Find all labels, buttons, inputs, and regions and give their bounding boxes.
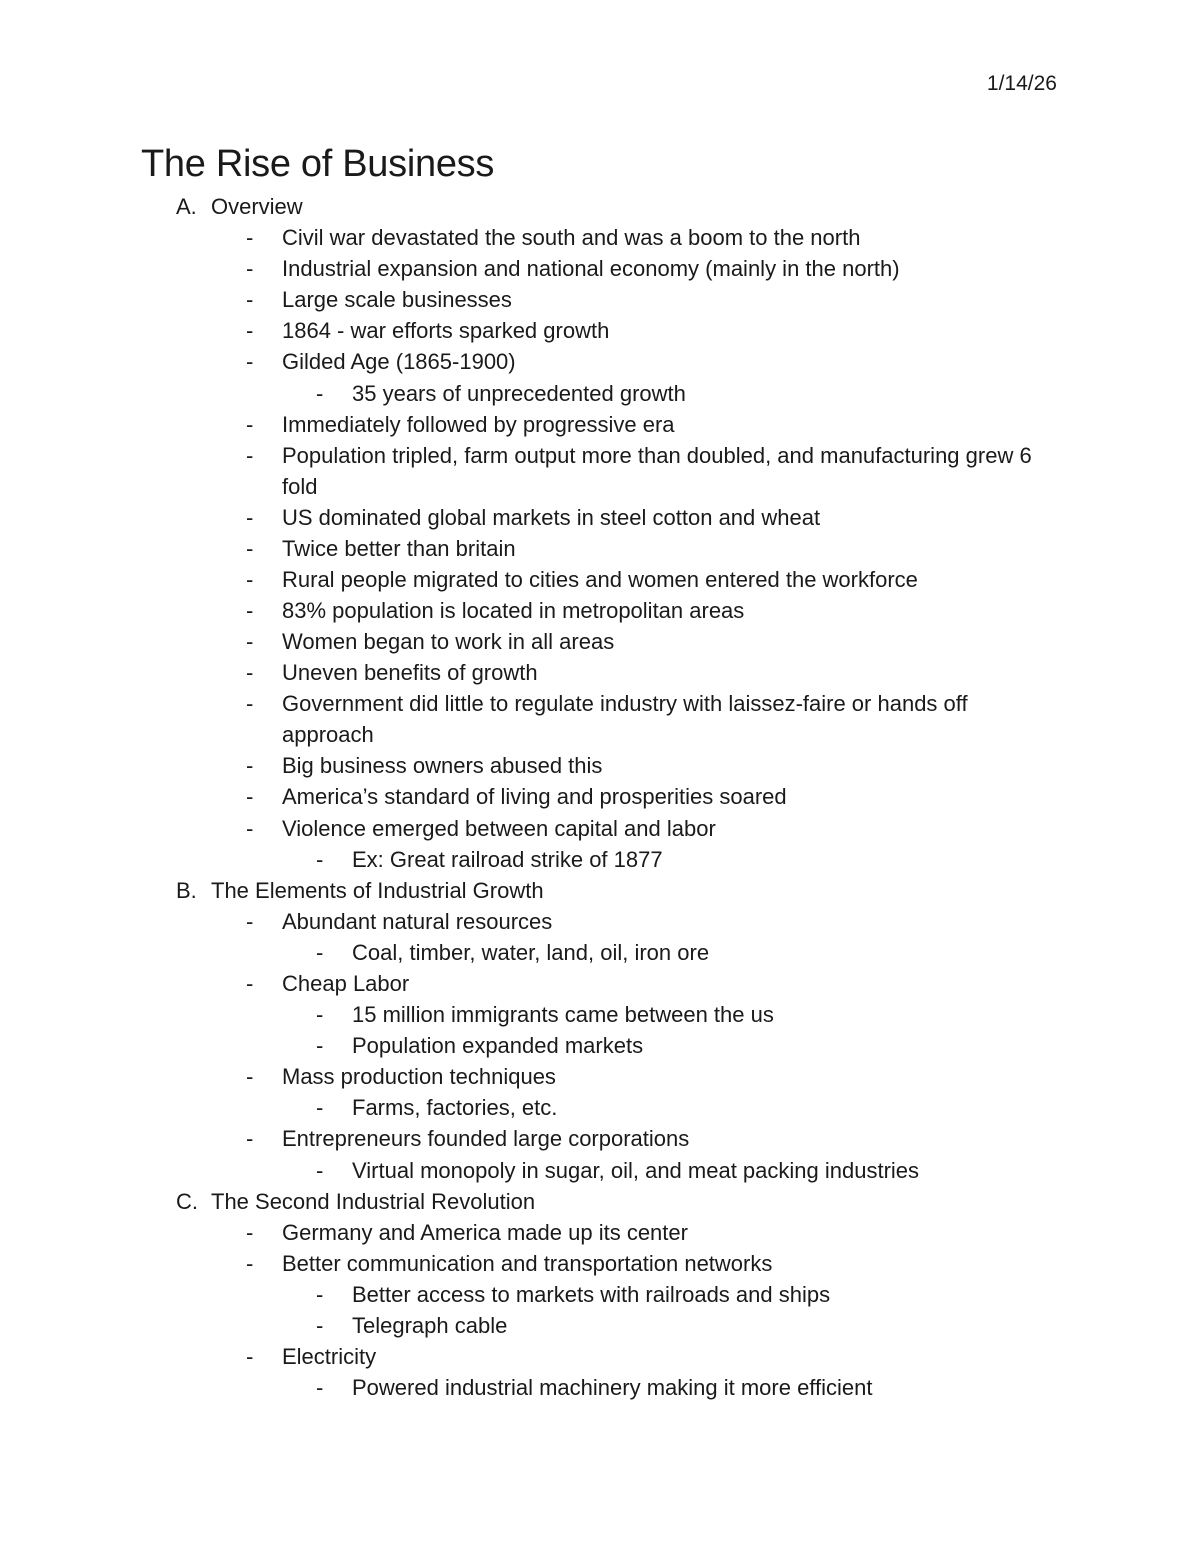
dash-marker: - xyxy=(246,318,254,344)
sub-bullet-item xyxy=(0,1092,1200,1123)
bullet-item xyxy=(0,222,1200,253)
dash-marker: - xyxy=(246,970,254,996)
bullet-item xyxy=(0,1061,1200,1092)
bullet-item xyxy=(0,688,1200,750)
bullet-item xyxy=(0,657,1200,688)
line-text: Government did little to regulate industry with laissez-faire or hands off approach xyxy=(282,691,968,748)
line-text: 15 million immigrants came between the us xyxy=(352,1002,774,1028)
dash-marker: - xyxy=(246,287,254,313)
dash-marker: - xyxy=(316,1157,324,1183)
dash-marker: - xyxy=(316,1281,324,1307)
bullet-item xyxy=(0,968,1200,999)
dash-marker: - xyxy=(246,629,254,655)
dash-marker: - xyxy=(246,1126,254,1152)
dash-marker: - xyxy=(246,753,254,779)
line-text: Population expanded markets xyxy=(352,1033,644,1059)
dash-marker: - xyxy=(246,1344,254,1370)
dash-marker: - xyxy=(316,1375,324,1401)
notes-outline xyxy=(0,191,1200,1403)
line-text: Entrepreneurs founded large corporations xyxy=(282,1126,690,1152)
dash-marker: - xyxy=(246,566,254,592)
dash-marker: - xyxy=(246,256,254,282)
sub-bullet-item xyxy=(0,378,1200,409)
line-text: Telegraph cable xyxy=(352,1313,508,1338)
bullet-item xyxy=(0,750,1200,781)
dash-marker: - xyxy=(246,908,254,934)
line-text: The Second Industrial Revolution xyxy=(211,1188,536,1214)
dash-marker: - xyxy=(316,1313,324,1338)
line-text: Big business owners abused this xyxy=(282,753,603,779)
section-heading xyxy=(0,875,1200,906)
dash-marker: - xyxy=(316,380,324,406)
sub-bullet-item xyxy=(0,1372,1200,1403)
line-text: 83% population is located in metropolitan areas xyxy=(282,598,745,624)
section-letter: B. xyxy=(176,877,197,903)
line-text: Rural people migrated to cities and women entered the workforce xyxy=(282,566,918,592)
bullet-item xyxy=(0,781,1200,812)
bullet-item xyxy=(0,1248,1200,1279)
bullet-item xyxy=(0,1217,1200,1248)
bullet-item xyxy=(0,409,1200,440)
dash-marker: - xyxy=(316,1095,324,1121)
line-text: Large scale businesses xyxy=(282,287,512,313)
line-text: Ex: Great railroad strike of 1877 xyxy=(352,846,663,872)
bullet-item xyxy=(0,564,1200,595)
section-heading xyxy=(0,1186,1200,1217)
bullet-item xyxy=(0,502,1200,533)
line-text: Industrial expansion and national economy (mainly in the north) xyxy=(282,256,900,282)
dash-marker: - xyxy=(246,784,254,810)
line-text: Cheap Labor xyxy=(282,970,410,996)
line-text: Gilded Age (1865-1900) xyxy=(282,349,516,375)
bullet-item xyxy=(0,315,1200,346)
dash-marker: - xyxy=(246,815,254,841)
bullet-item xyxy=(0,626,1200,657)
sub-bullet-item xyxy=(0,937,1200,968)
line-text: Germany and America made up its center xyxy=(282,1219,688,1245)
dash-marker: - xyxy=(316,939,324,965)
line-text: Uneven benefits of growth xyxy=(282,660,538,686)
line-text: Mass production techniques xyxy=(282,1064,556,1090)
line-text: Better communication and transportation networks xyxy=(282,1250,773,1276)
dash-marker: - xyxy=(246,1250,254,1276)
sub-bullet-item xyxy=(0,1279,1200,1310)
line-text: The Elements of Industrial Growth xyxy=(211,877,544,903)
line-text: US dominated global markets in steel cotton and wheat xyxy=(282,504,821,530)
line-text: America’s standard of living and prosperities soared xyxy=(282,784,787,810)
line-text: Electricity xyxy=(282,1344,377,1370)
sub-bullet-item xyxy=(0,1155,1200,1186)
dash-marker: - xyxy=(246,598,254,624)
line-text: Twice better than britain xyxy=(282,535,516,561)
dash-marker: - xyxy=(246,1064,254,1090)
dash-marker: - xyxy=(246,225,254,251)
section-letter: C. xyxy=(176,1188,198,1214)
sub-bullet-item xyxy=(0,1030,1200,1061)
line-text: 35 years of unprecedented growth xyxy=(352,380,686,406)
line-text: Overview xyxy=(211,194,303,219)
bullet-item xyxy=(0,813,1200,844)
dash-marker: - xyxy=(246,1219,254,1245)
line-text: Population tripled, farm output more than doubled, and manufacturing grew 6 fold xyxy=(282,442,1032,499)
dash-marker: - xyxy=(246,349,254,375)
line-text: Immediately followed by progressive era xyxy=(282,411,675,437)
bullet-item xyxy=(0,533,1200,564)
bullet-item xyxy=(0,595,1200,626)
dash-marker: - xyxy=(246,442,254,468)
section-heading xyxy=(0,191,1200,222)
sub-bullet-item xyxy=(0,1310,1200,1341)
line-text: Powered industrial machinery making it more efficient xyxy=(352,1375,873,1401)
document-title: The Rise of Business xyxy=(141,143,495,185)
dash-marker: - xyxy=(246,535,254,561)
bullet-item xyxy=(0,346,1200,377)
dash-marker: - xyxy=(316,1002,324,1028)
line-text: 1864 - war efforts sparked growth xyxy=(282,318,610,344)
dash-marker: - xyxy=(316,846,324,872)
bullet-item xyxy=(0,284,1200,315)
dash-marker: - xyxy=(246,660,254,686)
bullet-item xyxy=(0,440,1200,502)
bullet-item xyxy=(0,906,1200,937)
dash-marker: - xyxy=(246,504,254,530)
line-text: Coal, timber, water, land, oil, iron ore xyxy=(352,939,710,965)
dash-marker: - xyxy=(316,1033,324,1059)
line-text: Violence emerged between capital and labor xyxy=(282,815,716,841)
line-text: Farms, factories, etc. xyxy=(352,1095,558,1121)
line-text: Virtual monopoly in sugar, oil, and meat packing industries xyxy=(352,1157,920,1183)
bullet-item xyxy=(0,1123,1200,1154)
line-text: Civil war devastated the south and was a boom to the north xyxy=(282,225,861,251)
dash-marker: - xyxy=(246,691,254,717)
dash-marker: - xyxy=(246,411,254,437)
line-text: Abundant natural resources xyxy=(282,908,553,934)
line-text: Women began to work in all areas xyxy=(282,629,615,655)
bullet-item xyxy=(0,253,1200,284)
bullet-item xyxy=(0,1341,1200,1372)
sub-bullet-item xyxy=(0,844,1200,875)
document-date: 1/14/26 xyxy=(986,72,1057,95)
line-text: Better access to markets with railroads and ships xyxy=(352,1281,831,1307)
sub-bullet-item xyxy=(0,999,1200,1030)
section-letter: A. xyxy=(176,194,197,219)
